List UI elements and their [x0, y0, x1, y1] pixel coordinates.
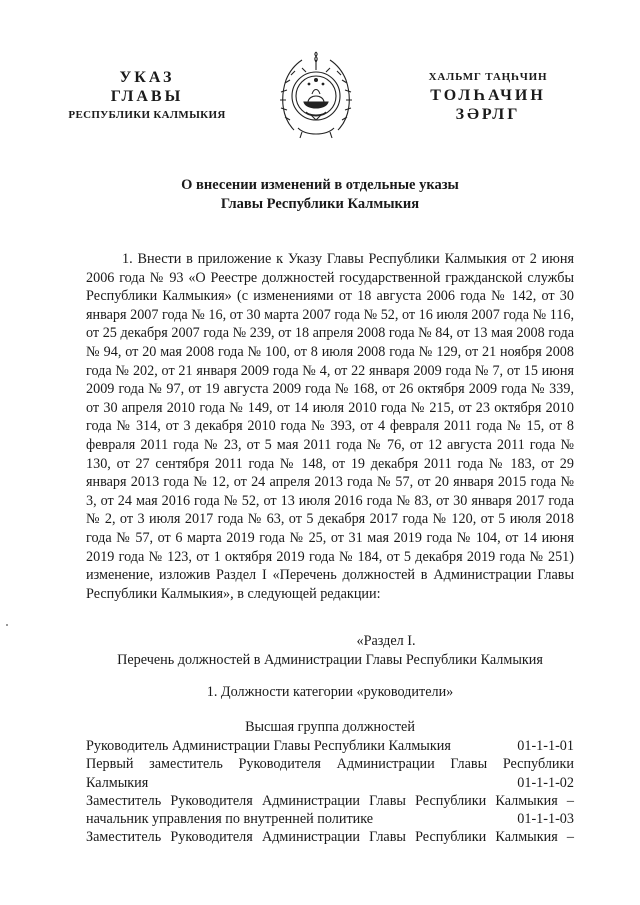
coat-of-arms-emblem: [276, 50, 356, 142]
position-title-line1: Заместитель Руководителя Администрации Главы Республики Калмыкия –: [86, 792, 574, 809]
scan-speck: [6, 624, 8, 626]
position-row: [86, 810, 574, 828]
group-heading: Высшая группа должностей: [245, 719, 415, 735]
category-heading: 1. Должности категории «руководители»: [206, 684, 454, 700]
header-right-line3: ЗӘРЛГ: [455, 106, 521, 123]
header-left-russian: [62, 68, 232, 124]
section-subheading: Перечень должностей в Администрации Главы Республики Калмыкия: [117, 651, 543, 668]
position-row: [86, 774, 574, 792]
header-left-line3: РЕСПУБЛИКИ КАЛМЫКИЯ: [68, 109, 226, 121]
position-code: 01-1-1-01: [517, 738, 574, 754]
title-line2: Главы Республики Калмыкия: [220, 196, 420, 212]
header-right-line2: ТОЛҺАЧИН: [430, 87, 546, 104]
positions-list: [86, 737, 574, 847]
title-line1: О внесении изменений в отдельные указы: [181, 177, 459, 193]
section-number: «Раздел I.: [356, 633, 416, 649]
paragraph-1: 1. Внести в приложение к Указу Главы Республики Калмыкия от 2 июня 2006 года № 93 «О Реестре должностей государственной гражданской службы Республики Калмыкия» (с изменениями от 18 августа 2006 года № 142, от 30 января 2007 года № 16, от 30 марта 2007 года № 52, от 16 июля 2007 года № 116, от 25 декабря 2007 года № 239, от 18 апреля 2008 года № 84, от 13 мая 2008 года № 94, от 20 мая 2008 года № 100, от 8 июля 2008 года № 129, от 21 ноября 2008 года № 202, от 21 января 2009 года № 4, от 22 января 2009 года № 7, от 15 июня 2009 года № 97, от 19 августа 2009 года № 168, от 26 октября 2009 года № 339, от 30 апреля 2010 года № 149, от 14 июля 2010 года № 215, от 23 октября 2010 года № 314, от 3 декабря 2010 года № 393, от 4 февраля 2011 года № 15, от 8 февраля 2011 года № 23, от 5 мая 2011 года № 76, от 12 августа 2011 года № 130, от 27 сентября 2011 года № 148, от 19 декабря 2011 года № 183, от 29 января 2013 года № 12, от 24 апреля 2013 года № 57, от 20 января 2015 года № 3, от 24 мая 2016 года № 52, от 13 июля 2016 года № 83, от 30 января 2017 года № 2, от 3 июля 2017 года № 63, от 5 декабря 2017 года № 120, от 5 июля 2018 года № 57, от 6 марта 2019 года № 25, от 31 мая 2019 года № 104, от 14 июня 2019 года № 123, от 1 октября 2019 года № 184, от 5 декабря 2019 года № 251) изменение, изложив Раздел I «Перечень должностей в Администрации Главы Республики Калмыкия», в следующей редакции:: [86, 251, 574, 602]
position-title-line2: начальник управления по внутренней политике: [86, 811, 374, 828]
section-heading: [86, 632, 574, 669]
position-title-line2: Калмыкия: [86, 774, 149, 791]
amendment-paragraph: [86, 250, 574, 603]
document-title: [0, 176, 640, 214]
header-right-kalmyk: [408, 68, 568, 124]
position-code: 01-1-1-02: [517, 774, 574, 791]
position-code: 01-1-1-03: [517, 811, 574, 828]
position-title: Руководитель Администрации Главы Республики Калмыкия: [86, 738, 451, 754]
header-right-line1: ХАЛЬМГ ТАҢҺЧИН: [428, 71, 548, 83]
header-left-line1: УКАЗ: [119, 69, 175, 86]
position-row: [86, 737, 574, 755]
position-title-line1: Первый заместитель Руководителя Администрации Главы Республики: [86, 756, 574, 773]
position-title-line1: Заместитель Руководителя Администрации Главы Республики Калмыкия –: [86, 829, 574, 846]
header-left-line2: ГЛАВЫ: [110, 88, 184, 105]
